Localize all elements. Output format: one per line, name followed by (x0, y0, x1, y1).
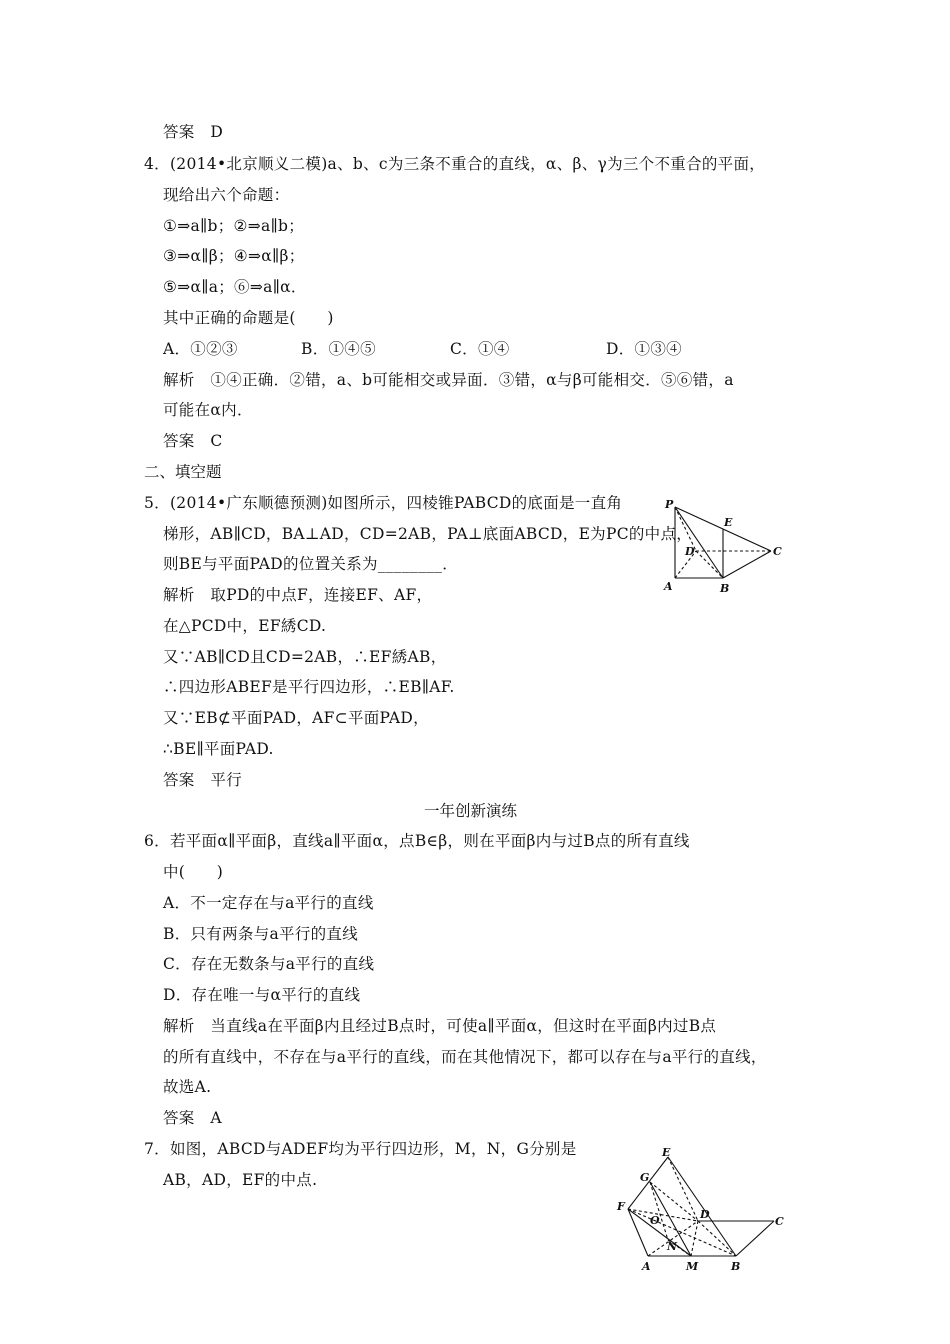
q4-prop-line: ③⇒α∥β；④⇒α∥β； (163, 247, 305, 265)
q6-analysis-line2: 的所有直线中，不存在与a平行的直线，而在其他情况下，都可以存在与a平行的直线， (163, 1048, 767, 1066)
label-e: E (724, 516, 733, 529)
q5-stem-line1: 5．(2014•广东顺德预测)如图所示，四棱锥PABCD的底面是一直角 (144, 494, 623, 512)
edge-gn (650, 1182, 668, 1240)
q4-prop-line: ⑤⇒α∥a；⑥⇒a∥α． (163, 278, 307, 296)
label-c: C (773, 545, 782, 558)
q5-stem-line2: 梯形，AB∥CD，BA⊥AD，CD=2AB，PA⊥底面ABCD，E为PC的中点， (163, 525, 693, 543)
section-heading: 二、填空题 (144, 463, 222, 481)
q4-stem-line2: 现给出六个命题： (163, 186, 290, 204)
q5-pyramid-figure (658, 494, 788, 598)
q4-analysis-line2: 可能在α内． (163, 401, 253, 419)
label-g: G (640, 1171, 650, 1184)
label-p: P (665, 498, 674, 511)
q4-analysis-line1: 解析 ①④正确．②错，a、b可能相交或异面．③错，α与β可能相交．⑤⑥错，a (163, 371, 734, 389)
q6-stem-line2: 中( ) (163, 863, 224, 881)
edge-dm (691, 1221, 698, 1256)
label-a: A (664, 580, 673, 593)
q6-analysis-line1: 解析 当直线a在平面β内且经过B点时，可使a∥平面α，但这时在平面β内过B点 (163, 1017, 717, 1035)
q5-analysis-line: 在△PCD中，EF綉CD. (163, 617, 327, 635)
q5-analysis-line: 解析 取PD的中点F，连接EF、AF， (163, 586, 433, 604)
q5-stem-line3: 则BE与平面PAD的位置关系为________． (163, 555, 459, 573)
q3-answer: 答案 D (163, 123, 224, 141)
q5-answer: 答案 平行 (163, 771, 243, 789)
q4-option-d: D．①③④ (606, 340, 682, 358)
q5-analysis-line: 又∵EB⊄平面PAD，AF⊂平面PAD， (163, 709, 429, 727)
q5-analysis-line: ∴BE∥平面PAD. (163, 740, 274, 758)
q4-option-c: C．①④ (450, 340, 510, 358)
edge-ed (668, 1157, 698, 1221)
label-b: B (731, 1260, 741, 1273)
edge-bc (723, 551, 771, 578)
q6-analysis-line3: 故选A. (163, 1078, 212, 1096)
label-b: B (720, 582, 730, 595)
q4-option-a: A．①②③ (163, 340, 238, 358)
q6-option-c: C．存在无数条与a平行的直线 (163, 955, 375, 973)
q7-parallelogram-figure (612, 1148, 792, 1276)
q6-option-b: B．只有两条与a平行的直线 (163, 925, 359, 943)
edge-eb (668, 1157, 736, 1256)
q6-option-a: A．不一定存在与a平行的直线 (163, 894, 374, 912)
label-a: A (642, 1260, 651, 1273)
q4-question: 其中正确的命题是( ) (163, 309, 334, 327)
label-n: N (667, 1240, 678, 1253)
section-heading-innovation: 一年创新演练 (424, 802, 518, 820)
label-c: C (775, 1215, 784, 1228)
q4-prop-line: ①⇒a∥b；②⇒a∥b； (163, 217, 305, 235)
edge-db (696, 551, 723, 578)
label-d: D (685, 545, 695, 558)
label-o: O (650, 1214, 660, 1227)
q7-stem-line2: AB，AD，EF的中点. (163, 1171, 318, 1189)
q6-option-d: D．存在唯一与α平行的直线 (163, 986, 361, 1004)
edge-db (698, 1221, 736, 1256)
label-d: D (700, 1208, 710, 1221)
label-f: F (617, 1200, 625, 1213)
q5-analysis-line: 又∵AB∥CD且CD=2AB，∴EF綉AB， (163, 648, 447, 666)
q4-answer: 答案 C (163, 432, 223, 450)
q4-option-b: B．①④⑤ (301, 340, 376, 358)
q5-analysis-line: ∴四边形ABEF是平行四边形，∴EB∥AF. (163, 678, 455, 696)
q6-stem-line1: 6．若平面α∥平面β，直线a∥平面α，点B∈β，则在平面β内与过B点的所有直线 (144, 832, 690, 850)
label-e: E (662, 1148, 671, 1159)
label-m: M (686, 1260, 699, 1273)
edge-bc (736, 1221, 774, 1256)
edge-fd (628, 1209, 698, 1221)
q6-answer: 答案 A (163, 1109, 222, 1127)
q4-stem-line1: 4．(2014•北京顺义二模)a、b、c为三条不重合的直线，α、β、γ为三个不重合的平面， (144, 155, 766, 173)
q7-stem-line1: 7．如图，ABCD与ADEF均为平行四边形，M，N，G分别是 (144, 1140, 577, 1158)
